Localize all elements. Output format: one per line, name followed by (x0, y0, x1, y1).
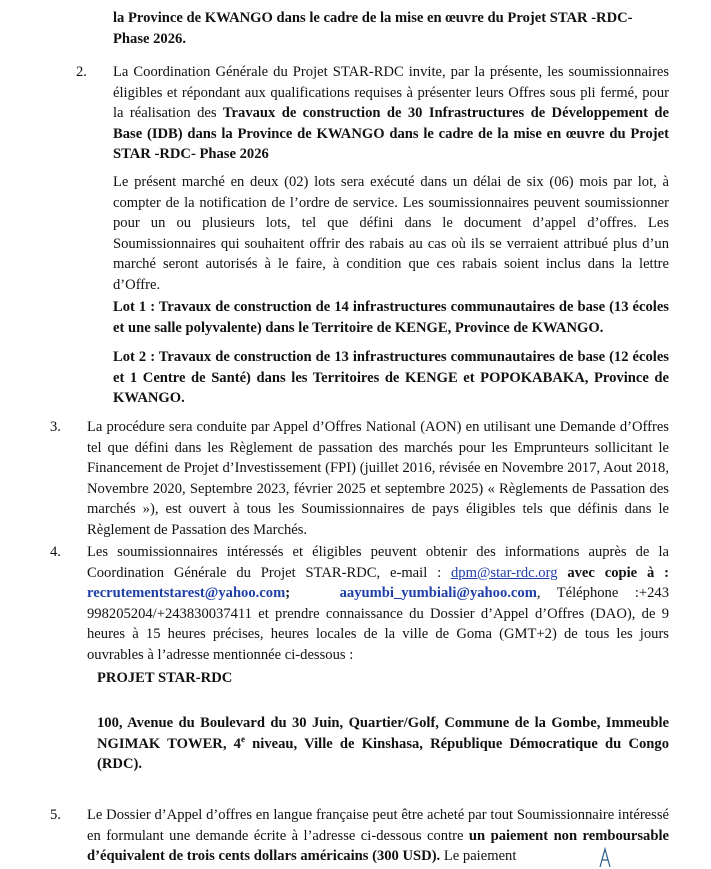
lot-1 (113, 297, 669, 338)
intro-line-1: la Province de KWANGO dans le cadre de la mise en œuvre du Projet STAR -RDC- (113, 10, 633, 26)
paragraph-4-text-1: Les soumissionnaires intéressés et éligibles peuvent obtenir des informations auprès de la Coordination Générale du Projet STAR-RDC, e-mail : (87, 544, 669, 581)
paragraph-2-bold: Travaux de construction de 30 Infrastructures de Développement de Base (IDB) dans la Province de KWANGO dans le cadre de la mise en œuvre du Projet STAR -RDC- Phase 2026 (113, 105, 669, 162)
address-superscript: e (240, 733, 245, 744)
paragraph-2-details: Le présent marché en deux (02) lots sera exécuté dans un délai de six (06) mois par lot, à compter de la notification de l’ordre de service. Les soumissionnaires peuvent soumissionner pour un ou plusieurs lots, tel que défini dans le document d’appel d’offres. Les Soumissionnaires qui souhaitent offrir des rabais au cas où ils se verraient attribué plus d’un marché seront autorisés à le faire, à condition que ces rabais soient inclus dans la lettre d’Offre. (113, 174, 669, 293)
organization-name (97, 668, 657, 689)
intro-line-2: Phase 2026. (113, 30, 186, 47)
address (97, 713, 669, 775)
paragraph-3: La procédure sera conduite par Appel d’Offres National (AON) en utilisant une Demande d’Offres tel que défini dans les Règlement de passation des marchés pour les Emprunteurs sollicitant le Financement de Projet d’Investissement (FPI) (juillet 2016, révisée en Novembre 2017, Aout 2018, Novembre 2020, Septembre 2023, février 2025 et septembre 2025) « Règlements de Passation des marchés »), est ouvert à tous les Soumissionnaires de pays éligibles tels que définis dans le Règlement de Passation des Marchés. (87, 419, 669, 538)
paragraph-3-number: 3. (50, 419, 61, 435)
lot-2-text: Lot 2 : Travaux de construction de 13 infrastructures communautaires de base (12 écoles et 1 Centre de Santé) dans les Territoires de KENGE et POPOKABAKA, Province de KWANGO. (113, 349, 669, 406)
paragraph-4-copy: avec copie à : (557, 564, 669, 581)
email-recrutement[interactable]: recrutementstarest@yahoo.com (87, 585, 286, 601)
paragraph-5-number: 5. (50, 807, 61, 823)
lot-1-text: Lot 1 : Travaux de construction de 14 infrastructures communautaires de base (13 écoles et une salle polyvalente) dans le Territoire de KENGE, Province de KWANGO. (113, 299, 669, 336)
intro-continuation (113, 8, 673, 49)
address-text-2: niveau, Ville de Kinshasa, République Démocratique du Congo (RDC). (97, 735, 669, 772)
paragraph-4 (87, 542, 669, 665)
paragraph-2-text: La Coordination Générale du Projet STAR-RDC invite, par la présente, les soumissionnaires éligibles et répondant aux qualifications requises à présenter leurs Offres sous pli fermé, pour la réalisation des (113, 64, 669, 121)
paragraph-4-number: 4. (50, 544, 61, 560)
paragraph-5-text-1: Le Dossier d’Appel d’offres en langue française peut être acheté par tout Soumissionnaire intéressé en formulant une demande écrite à l’adresse ci-dessous contre (87, 807, 669, 844)
lot-2 (113, 347, 669, 409)
paragraph-5 (87, 805, 669, 867)
paragraph-2-number: 2. (76, 64, 87, 80)
address-text-1: 100, Avenue du Boulevard du 30 Juin, Quartier/Golf, Commune de la Gombe, Immeuble NGIMAK TOWER, 4 (97, 715, 669, 752)
email-link-dpm[interactable]: dpm@star-rdc.org (451, 564, 558, 581)
paragraph-5-bold: un paiement non remboursable d’équivalent de trois cents dollars américains (300 USD). (87, 827, 670, 864)
email-aayumbi[interactable]: aayumbi_yumbiali@yahoo.com (339, 585, 537, 601)
paragraph-4-semicolon: ; (285, 585, 291, 601)
paragraph-4-text-2: , Téléphone :+243 998205204/+243830037411 et prendre connaissance du Dossier d’Appel d’Offres (DAO), de 9 heures à 15 heures précises, heures locales de la ville de Goma (GMT+2) de tous les jours ouvrables à l’adresse mentionnée ci-dessous : (87, 585, 669, 663)
pen-mark-icon (598, 846, 612, 868)
paragraph-2 (113, 62, 669, 165)
org-name-text: PROJET STAR-RDC (97, 670, 233, 686)
paragraph-5-text-2: Le paiement (440, 848, 517, 864)
